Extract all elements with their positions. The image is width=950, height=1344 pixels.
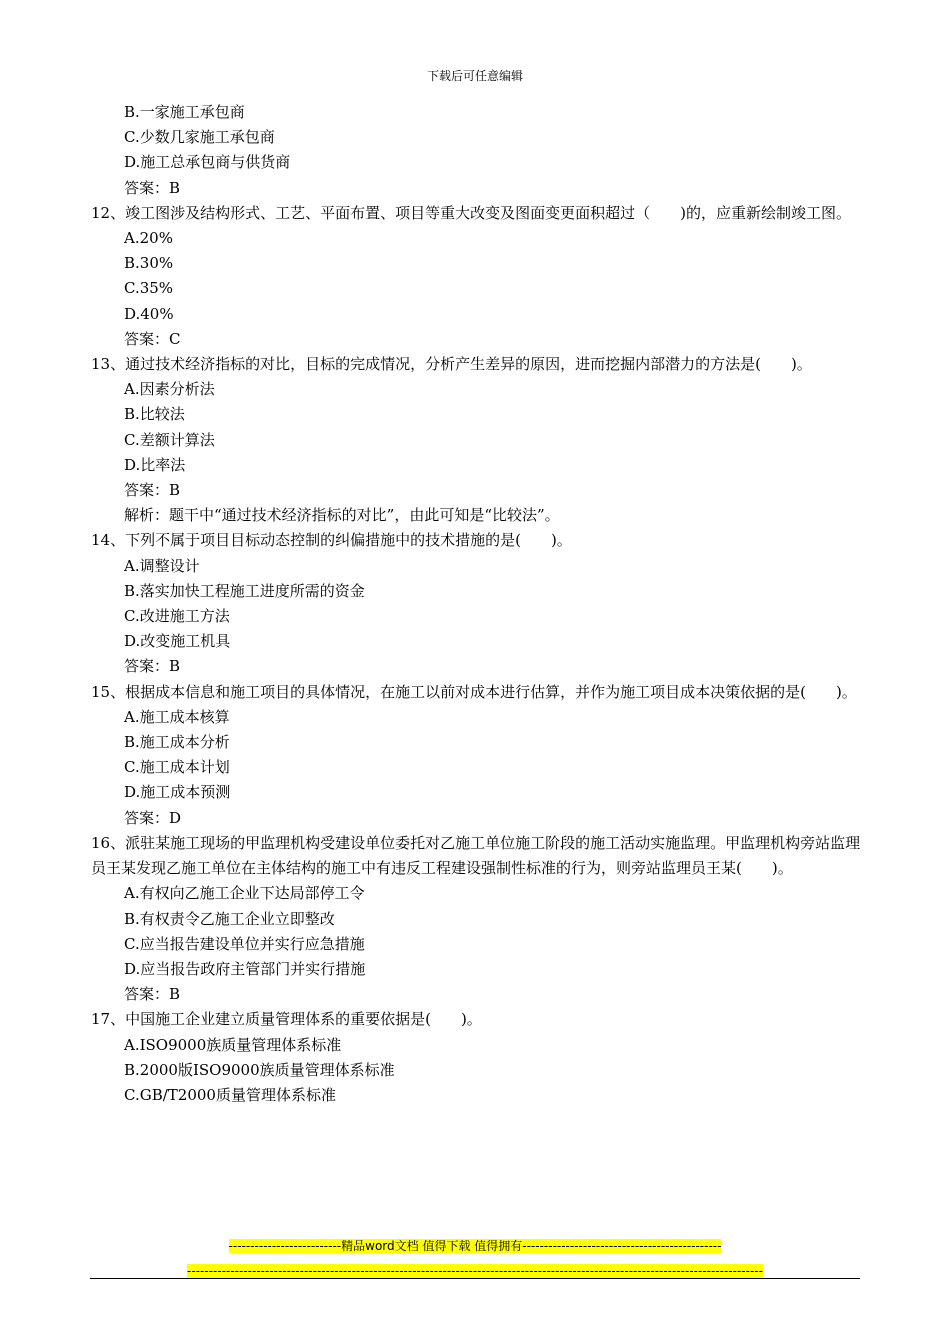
option-line: A.因素分析法 [124, 380, 215, 399]
option-line: A.20% [124, 229, 173, 248]
option-line: 答案：D [124, 808, 182, 827]
option-line: D.施工成本预测 [124, 783, 231, 802]
option-line: C.35% [124, 279, 174, 298]
question-text: 17、中国施工企业建立质量管理体系的重要依据是( )。 [91, 1010, 482, 1029]
question-text: 16、派驻某施工现场的甲监理机构受建设单位委托对乙施工单位施工阶段的施工活动实施监理。甲监理机构旁站监理员王某发现乙施工单位在主体结构的施工中有违反工程建设强制性标准的行为，则旁站监理员王某( )。 [91, 833, 861, 878]
footer-banner-text: --------------------------精品word文档 值得下载 值得拥有---------------------------------------------- [228, 1239, 722, 1253]
option-line: 答案：B [124, 985, 181, 1004]
option-line: A.调整设计 [124, 556, 200, 575]
option-line: B.一家施工承包商 [124, 103, 245, 121]
footer-rule [90, 1278, 860, 1279]
option-line: A.施工成本核算 [124, 707, 230, 726]
option-line: 答案：B [124, 178, 181, 197]
option-line: D.施工总承包商与供货商 [124, 153, 291, 172]
question-text: 13、通过技术经济指标的对比，目标的完成情况，分析产生差异的原因，进而挖掘内部潜力的方法是( )。 [91, 355, 812, 374]
option-line: 解析：题干中“通过技术经济指标的对比”，由此可知是“比较法”。 [124, 506, 560, 525]
option-line: 答案：C [124, 329, 181, 348]
option-line: B.施工成本分析 [124, 733, 230, 752]
option-line: C.GB/T2000质量管理体系标准 [124, 1085, 336, 1104]
option-line: A.有权向乙施工企业下达局部停工令 [124, 884, 365, 903]
option-line: C.差额计算法 [124, 430, 215, 449]
option-line: 答案：B [124, 657, 181, 676]
question-text: 14、下列不属于项目目标动态控制的纠偏措施中的技术措施的是( )。 [91, 531, 572, 550]
footer-dashes-text: ------------------------------------------------------------------------------------------------------------------------------------- [187, 1264, 763, 1278]
option-line: B.落实加快工程施工进度所需的资金 [124, 581, 365, 600]
question-text: 15、根据成本信息和施工项目的具体情况，在施工以前对成本进行估算，并作为施工项目成本决策依据的是( )。 [91, 682, 857, 701]
option-line: D.比率法 [124, 455, 186, 474]
option-line: A.ISO9000族质量管理体系标准 [124, 1035, 342, 1054]
question-text: 12、竣工图涉及结构形式、工艺、平面布置、项目等重大改变及图面变更面积超过（ )的，应重新绘制竣工图。 [91, 203, 851, 222]
footer-dashes [0, 1263, 950, 1279]
option-line: C.应当报告建设单位并实行应急措施 [124, 934, 365, 953]
footer-banner [0, 1238, 950, 1254]
option-line: C.施工成本计划 [124, 758, 230, 777]
option-line: B.比较法 [124, 405, 185, 424]
option-line: D.改变施工机具 [124, 632, 231, 651]
document-body [91, 100, 861, 1108]
option-line: C.改进施工方法 [124, 607, 230, 626]
option-line: C.少数几家施工承包商 [124, 128, 275, 147]
page-header: 下载后可任意编辑 [426, 69, 523, 83]
option-line: 答案：B [124, 481, 181, 500]
option-line: D.应当报告政府主管部门并实行措施 [124, 959, 366, 978]
option-line: D.40% [124, 304, 174, 323]
option-line: B.30% [124, 254, 174, 273]
option-line: B.有权责令乙施工企业立即整改 [124, 909, 335, 928]
option-line: B.2000版ISO9000族质量管理体系标准 [124, 1060, 395, 1079]
